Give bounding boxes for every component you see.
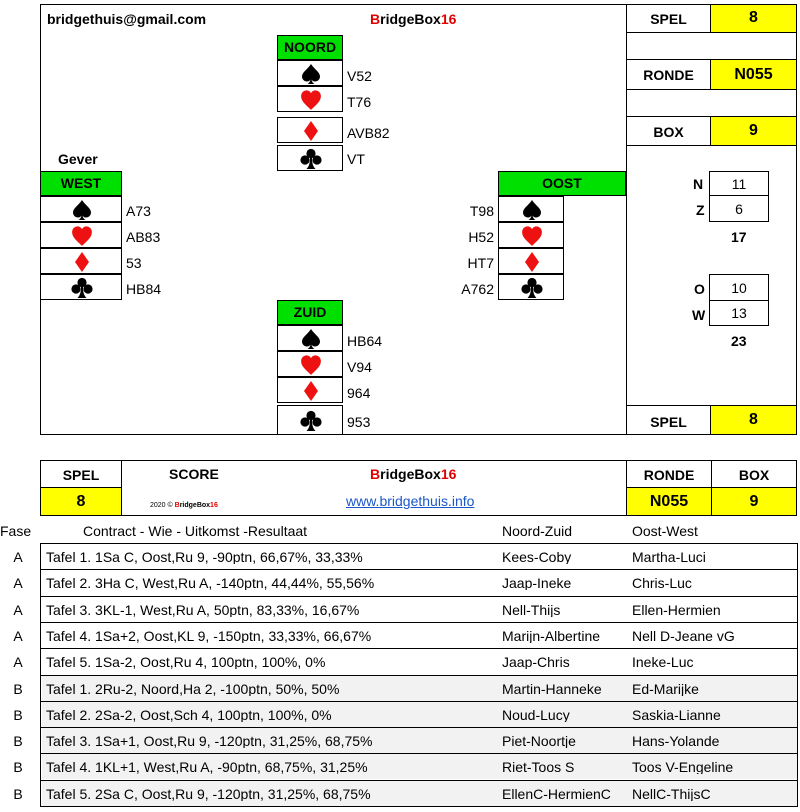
row-contract: Tafel 2. 3Ha C, West,Ru A, -140ptn, 44,44%, 55,56% <box>46 576 375 590</box>
spel-bottom-label: SPEL <box>626 405 711 435</box>
hcp-ow-total: 23 <box>731 333 747 349</box>
noord-diamonds-cell <box>277 117 343 143</box>
row-divider <box>40 622 798 623</box>
west-spades: A73 <box>126 203 151 219</box>
row-divider <box>40 806 798 807</box>
oost-label: OOST <box>498 171 626 196</box>
row-divider <box>40 648 798 649</box>
hcp-z-label: Z <box>696 202 705 218</box>
col-header-ow: Oost-West <box>632 524 698 538</box>
row-noord-zuid: Marijn-Albertine <box>502 629 601 643</box>
row-oost-west: Martha-Luci <box>632 550 706 564</box>
noord-diamonds: AVB82 <box>347 125 390 141</box>
ronde-spacer <box>626 89 797 117</box>
diamond-icon <box>300 380 322 402</box>
score-spel-value: 8 <box>40 487 122 516</box>
noord-hearts-cell <box>277 86 343 112</box>
website-link[interactable]: www.bridgethuis.info <box>346 493 475 509</box>
west-hearts-cell <box>40 222 122 248</box>
row-oost-west: Nell D-Jeane vG <box>632 629 735 643</box>
hcp-n-value: 11 <box>709 171 769 196</box>
row-contract: Tafel 5. 2Sa C, Oost,Ru 9, -120ptn, 31,25%, 68,75% <box>46 787 371 801</box>
club-icon <box>300 410 322 432</box>
row-noord-zuid: Jaap-Chris <box>502 655 570 669</box>
hcp-w-value: 13 <box>709 300 769 326</box>
row-contract: Tafel 4. 1Sa+2, Oost,KL 9, -150ptn, 33,33%, 66,67% <box>46 629 372 643</box>
oost-diamonds: HT7 <box>467 255 494 271</box>
col-header-nz: Noord-Zuid <box>502 524 573 538</box>
score-ronde-label: RONDE <box>626 460 712 488</box>
west-diamonds: 53 <box>126 255 142 271</box>
hcp-n-label: N <box>693 176 704 192</box>
row-divider <box>40 543 798 544</box>
hcp-o-label: O <box>694 281 705 297</box>
hcp-z-value: 6 <box>709 195 769 222</box>
row-noord-zuid: Nell-Thijs <box>502 603 561 617</box>
row-fase: A <box>13 550 23 564</box>
row-divider <box>40 727 798 728</box>
diamond-icon <box>71 251 93 273</box>
heart-icon <box>300 89 322 111</box>
table-border <box>797 543 798 806</box>
row-fase: B <box>13 682 23 696</box>
club-icon <box>300 148 322 170</box>
row-fase: B <box>13 787 23 801</box>
noord-spades: V52 <box>347 68 372 84</box>
row-divider <box>40 675 798 676</box>
oost-spades-cell <box>498 196 564 222</box>
score-brand-logo: BridgeBox16 <box>370 466 457 482</box>
west-label: WEST <box>40 171 122 196</box>
row-oost-west: Toos V-Engeline <box>632 760 734 774</box>
row-noord-zuid: EllenC-HermienC <box>502 787 611 801</box>
score-ronde-value: N055 <box>626 487 712 516</box>
row-fase: A <box>13 576 23 590</box>
hcp-w-label: W <box>692 307 706 323</box>
row-oost-west: Saskia-Lianne <box>632 708 721 722</box>
spel-label: SPEL <box>626 4 711 33</box>
zuid-clubs: 953 <box>347 414 371 430</box>
spel-spacer <box>626 32 797 60</box>
row-divider <box>40 780 798 781</box>
row-oost-west: Ellen-Hermien <box>632 603 721 617</box>
row-contract: Tafel 2. 2Sa-2, Oost,Sch 4, 100ptn, 100%, 0% <box>46 708 332 722</box>
noord-clubs: VT <box>347 151 365 167</box>
hcp-o-value: 10 <box>709 274 769 301</box>
score-spel-label: SPEL <box>40 460 122 488</box>
noord-label: NOORD <box>277 35 343 60</box>
row-fase: B <box>13 708 23 722</box>
zuid-diamonds-cell <box>277 377 343 403</box>
club-icon <box>71 277 93 299</box>
oost-clubs: A762 <box>461 281 494 297</box>
oost-diamonds-cell <box>498 248 564 274</box>
diamond-icon <box>521 251 543 273</box>
west-hearts: AB83 <box>126 229 161 245</box>
heart-icon <box>521 225 543 247</box>
row-fase: B <box>13 734 23 748</box>
row-noord-zuid: Noud-Lucy <box>502 708 570 722</box>
row-oost-west: Hans-Yolande <box>632 734 720 748</box>
west-clubs: HB84 <box>126 281 162 297</box>
box-value: 9 <box>710 116 797 146</box>
oost-spades: T98 <box>469 203 494 219</box>
zuid-hearts-cell <box>277 351 343 377</box>
zuid-label: ZUID <box>277 300 343 325</box>
dealer-label: Gever <box>58 151 98 167</box>
west-spades-cell <box>40 196 122 222</box>
west-clubs-cell <box>40 274 122 300</box>
row-oost-west: Chris-Luc <box>632 576 692 590</box>
row-noord-zuid: Piet-Noortje <box>502 734 576 748</box>
row-divider <box>40 753 798 754</box>
ronde-value: N055 <box>710 59 797 90</box>
noord-hearts: T76 <box>347 94 372 110</box>
hcp-nz-total: 17 <box>731 229 747 245</box>
row-fase: A <box>13 603 23 617</box>
spel-value: 8 <box>710 4 797 33</box>
noord-spades-cell <box>277 60 343 86</box>
brand-logo: BridgeBox16 <box>370 11 457 27</box>
diamond-icon <box>300 120 322 142</box>
row-contract: Tafel 3. 3KL-1, West,Ru A, 50ptn, 83,33%, 16,67% <box>46 603 360 617</box>
row-contract: Tafel 4. 1KL+1, West,Ru A, -90ptn, 68,75%, 31,25% <box>46 760 368 774</box>
row-noord-zuid: Kees-Coby <box>502 550 572 564</box>
row-fase: A <box>13 629 23 643</box>
oost-hearts-cell <box>498 222 564 248</box>
noord-clubs-cell <box>277 145 343 171</box>
spade-icon <box>300 328 322 350</box>
heart-icon <box>71 225 93 247</box>
row-noord-zuid: Jaap-Ineke <box>502 576 572 590</box>
row-oost-west: Ed-Marijke <box>632 682 699 696</box>
score-label: SCORE <box>169 466 219 482</box>
zuid-hearts: V94 <box>347 359 372 375</box>
zuid-clubs-cell <box>277 405 343 435</box>
spade-icon <box>300 63 322 85</box>
row-fase: B <box>13 760 23 774</box>
spel-bottom-value: 8 <box>710 405 797 435</box>
spade-icon <box>521 199 543 221</box>
row-contract: Tafel 1. 1Sa C, Oost,Ru 9, -90ptn, 66,67%, 33,33% <box>46 550 363 564</box>
row-divider <box>40 701 798 702</box>
row-divider <box>40 596 798 597</box>
row-contract: Tafel 3. 1Sa+1, Oost,Ru 9, -120ptn, 31,25%, 68,75% <box>46 734 373 748</box>
row-noord-zuid: Riet-Toos S <box>502 760 575 774</box>
col-header-fase: Fase <box>0 524 32 538</box>
row-contract: Tafel 5. 1Sa-2, Oost,Ru 4, 100ptn, 100%, 0% <box>46 655 326 669</box>
box-label: BOX <box>626 116 711 146</box>
table-border <box>40 543 41 806</box>
heart-icon <box>300 354 322 376</box>
zuid-spades-cell <box>277 325 343 351</box>
club-icon <box>521 277 543 299</box>
ronde-label: RONDE <box>626 59 711 90</box>
copyright-text: 2020 © BridgeBox16 <box>150 502 218 509</box>
row-oost-west: NellC-ThijsC <box>632 787 711 801</box>
email-text: bridgethuis@gmail.com <box>47 11 207 27</box>
row-contract: Tafel 1. 2Ru-2, Noord,Ha 2, -100ptn, 50%, 50% <box>46 682 340 696</box>
spade-icon <box>71 199 93 221</box>
score-box-label: BOX <box>711 460 797 488</box>
zuid-spades: HB64 <box>347 333 383 349</box>
row-fase: A <box>13 655 23 669</box>
zuid-diamonds: 964 <box>347 385 371 401</box>
oost-clubs-cell <box>498 274 564 300</box>
row-oost-west: Ineke-Luc <box>632 655 694 669</box>
score-box-value: 9 <box>711 487 797 516</box>
west-diamonds-cell <box>40 248 122 274</box>
row-divider <box>40 569 798 570</box>
row-noord-zuid: Martin-Hanneke <box>502 682 602 696</box>
col-header-contract: Contract - Wie - Uitkomst -Resultaat <box>83 524 308 538</box>
oost-hearts: H52 <box>468 229 494 245</box>
